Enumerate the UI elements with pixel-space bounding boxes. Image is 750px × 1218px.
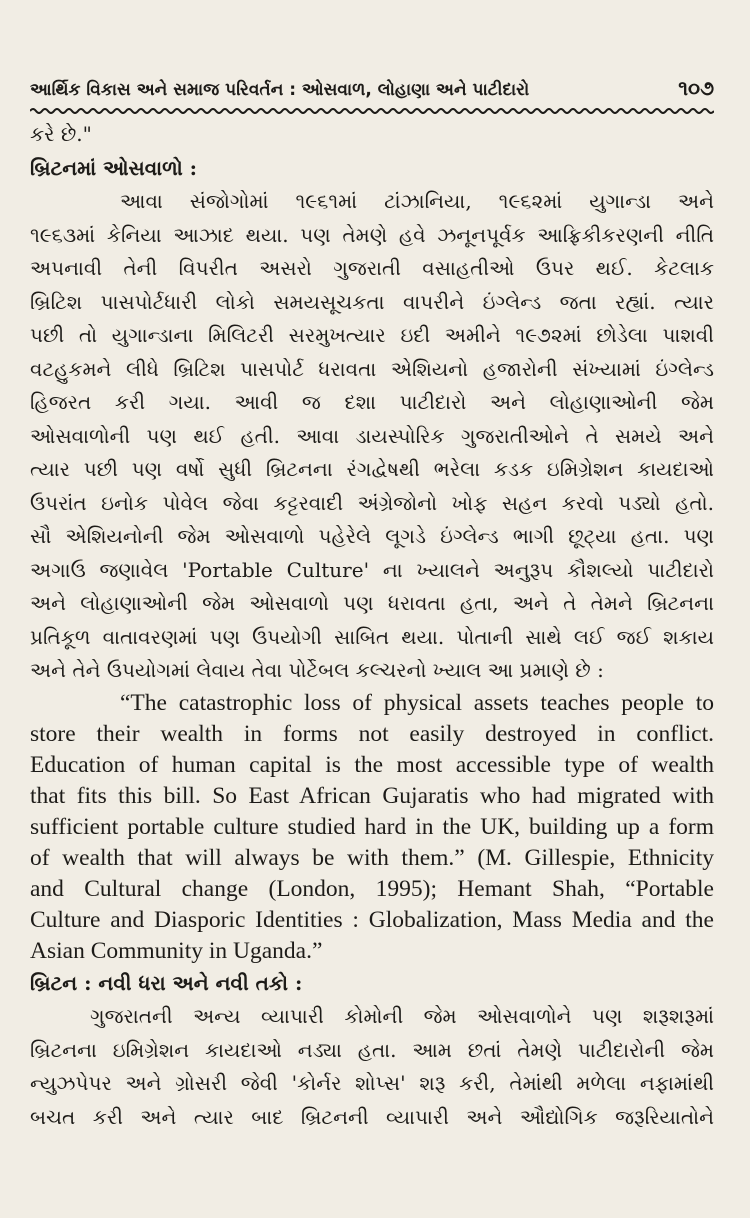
section-heading-britain-oswals: બ્રિટનમાં ઓસવાળો :	[30, 155, 198, 180]
text-line: અને તેને ઉપયોગમાં લેવાય તેવા પોર્ટેબલ કલ્ચરનો ખ્યાલ આ પ્રમાણે છે :	[30, 658, 604, 682]
text-line: બ્રિટનના ઇમિગ્રેશન કાયદાઓ નડ્યા હતા. આમ છતાં તેમણે પાટીદારોની જેમ	[30, 1037, 714, 1062]
text-line: ઓસવાળોની પણ થઈ હતી. આવા ડાયસ્પોરિક ગુજરાતીઓને તે સમયે અને	[30, 423, 714, 448]
text-line: પ્રતિકૂળ વાતાવરણમાં પણ ઉપયોગી સાબિત થયા. પોતાની સાથે લઈ જઈ શકાય	[30, 624, 714, 649]
quote-line: Culture and Diasporic Identities : Globalization, Mass Media and the	[30, 906, 714, 933]
text-line: ત્યાર પછી પણ વર્ષો સુધી બ્રિટનના રંગદ્વેષથી ભરેલા કડક ઇમિગ્રેશન કાયદાઓ	[30, 457, 714, 481]
paragraph-1	[30, 185, 714, 688]
text-line: બ્રિટિશ પાસપોર્ટધારી લોકો સમયસૂચકતા વાપરીને ઇંગ્લેન્ડ જતા રહ્યાં. ત્યાર	[30, 289, 714, 314]
page-number: ૧૦૭	[678, 76, 714, 100]
quote-line: store their wealth in forms not easily destroyed in conflict.	[30, 720, 714, 747]
quote-line: of wealth that will always be with them.” (M. Gillespie, Ethnicity	[30, 844, 714, 871]
text-line: ન્યુઝપેપર અને ગ્રોસરી જેવી 'કોર્નર શોપ્સ' શરૂ કરી, તેમાંથી મળેલા નફામાંથી	[30, 1071, 714, 1095]
section-heading-britain-new-land: બ્રિટન : નવી ધરા અને નવી તકો :	[30, 970, 303, 995]
text-line: ગુજરાતની અન્ય વ્યાપારી કોમોની જેમ ઓસવાળોને પણ શરૂશરૂમાં	[90, 1004, 714, 1028]
continued-text: કરે છે."	[30, 122, 92, 146]
text-line: ઉપરાંત ઇનોક પોવેલ જેવા કટ્ટરવાદી અંગ્રેજોનો ખોફ સહન કરવો પડ્યો હતો.	[30, 490, 714, 515]
quote-line: and Cultural change (London, 1995); Hemant Shah, “Portable	[30, 875, 714, 902]
text-line: હિજરત કરી ગયા. આવી જ દશા પાટીદારો અને લોહાણાઓની જેમ	[30, 390, 714, 414]
quote-line: sufficient portable culture studied hard in the UK, building up a form	[30, 813, 714, 840]
text-line: આવા સંજોગોમાં ૧૯૬૧માં ટાંઝાનિયા, ૧૯૬૨માં યુગાન્ડા અને	[120, 189, 714, 213]
text-line: અપનાવી તેની વિપરીત અસરો ગુજરાતી વસાહતીઓ ઉપર થઈ. કેટલાક	[30, 256, 714, 280]
paragraph-2	[30, 1000, 714, 1134]
page-body	[30, 118, 714, 1134]
running-title: આર્થિક વિકાસ અને સમાજ પરિવર્તન : ઓસવાળ, લોહાણા અને પાટીદારો	[30, 80, 530, 100]
text-line: બચત કરી અને ત્યાર બાદ બ્રિટનની વ્યાપારી અને ઔદ્યોગિક જરૂરિયાતોને	[30, 1104, 714, 1129]
quote-line: “The catastrophic loss of physical assets teaches people to	[120, 689, 714, 716]
text-line: પછી તો યુગાન્ડાના મિલિટરી સરમુખત્યાર ઇદી અમીને ૧૯૭૨માં છોડેલા પાશવી	[30, 323, 714, 347]
quote-line: that fits this bill. So East African Gujaratis who had migrated with	[30, 782, 714, 809]
header-wavy-rule	[30, 106, 714, 116]
text-line: અને લોહાણાઓની જેમ ઓસવાળો પણ ધરાવતા હતા, અને તે તેમને બ્રિટનના	[30, 591, 714, 615]
text-line: ૧૯૬૩માં કેનિયા આઝાદ થયા. પણ તેમણે હવે ઝનૂનપૂર્વક આફ્રિકીકરણની નીતિ	[30, 222, 714, 247]
text-line: અગાઉ જણાવેલ 'Portable Culture' ના ખ્યાલને અનુરૂપ કૌશલ્યો પાટીદારો	[30, 557, 714, 582]
text-line: સૌ એશિયનોની જેમ ઓસવાળો પહેરેલે લૂગડે ઇંગ્લેન્ડ ભાગી છૂટ્યા હતા. પણ	[30, 524, 714, 548]
quote-line: Education of human capital is the most accessible type of wealth	[30, 751, 714, 778]
text-line: વટહુકમને લીધે બ્રિટિશ પાસપોર્ટ ધરાવતા એશિયનો હજારોની સંખ્યામાં ઇંગ્લેન્ડ	[30, 356, 714, 381]
english-quotation	[30, 688, 714, 967]
quote-line: Asian Community in Uganda.”	[30, 937, 323, 964]
running-header	[30, 76, 714, 100]
